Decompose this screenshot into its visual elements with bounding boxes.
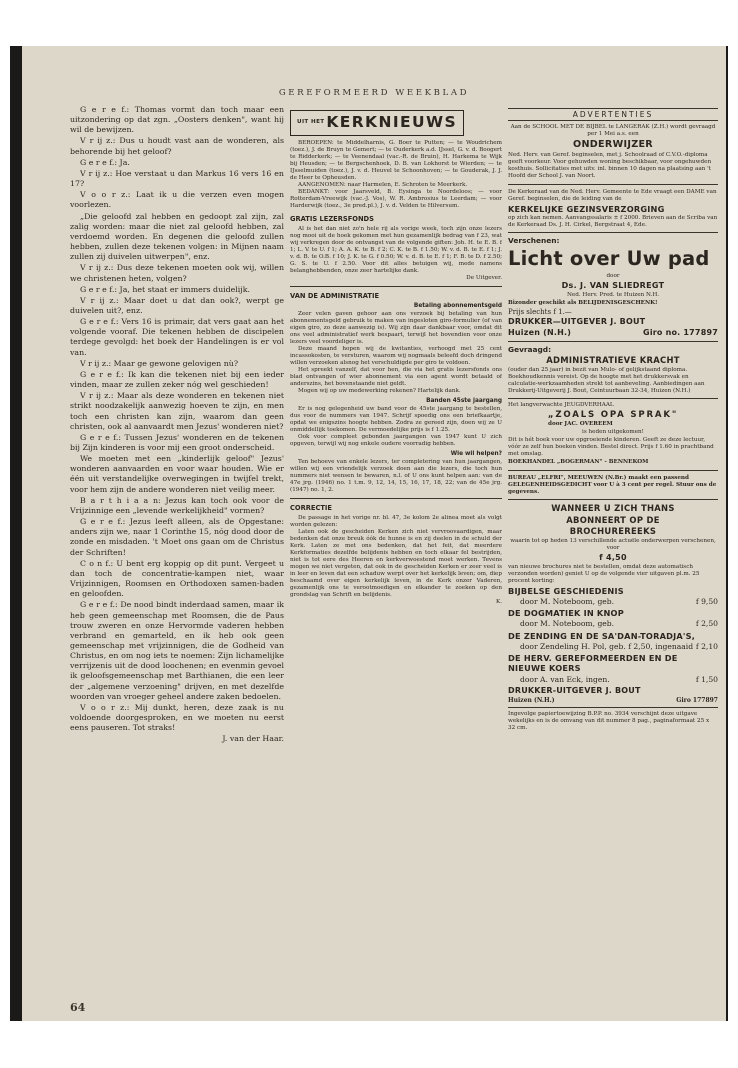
administratie-p2: Deze maand hopen wij de kwitanties, verhoogd met 25 cent incassokosten, te versturen, waarom wij nogmaals beleefd doch dringend willen verzoeken alsnog het verschuldigde per giro te voldoen.	[290, 346, 502, 366]
helpen-subheading: Wie wil helpen?	[450, 451, 502, 458]
page-number: 64	[70, 1001, 86, 1014]
ad5-publisher: BOEKHANDEL „BOGERMAN" - BENNEKOM	[508, 459, 649, 466]
middle-column	[290, 110, 502, 1000]
speaker-label: G e r e f.:	[80, 517, 126, 527]
book-price: f 2,50	[695, 619, 718, 629]
book-author: door M. Noteboom, geb.	[520, 596, 615, 606]
right-column	[508, 108, 718, 998]
dialogue-paragraph	[70, 454, 284, 495]
speaker-label: V r ij z.:	[80, 168, 113, 178]
ad5-title: „ZOALS OPA SPRAK"	[547, 409, 679, 420]
ad2-text: op zich kan nemen. Aanvangssalaris ± f 2000. Brieven aan de Scriba van de Kerkeraad Ds. J. H. Cirkel, Bergstraat 4, Ede.	[508, 215, 718, 229]
banden-subheading: Banden 45ste jaargang	[426, 398, 502, 404]
ad7-heading-1: WANNEER U ZICH THANS	[551, 503, 675, 514]
paragraph-text: Vers 16 is primair, dat vers gaat aan het volgende vooraf. Die tekenen hebben de discipelen terdege gevolgd: het boek der Handelingen is er vol van.	[70, 317, 284, 357]
dialogue-paragraph	[70, 433, 284, 453]
paragraph-text: Jezus leeft alleen, als de Opgestane: anders zijn we, naar 1 Corinthe 15, nóg dood door de zonde en misdaden. 't Moet ons gaan om de Christus der Schriften!	[70, 517, 284, 557]
paragraph-text: Dus deze tekenen moeten ook wij, willen we christenen heten, volgen?	[70, 263, 284, 283]
book-detail-row	[520, 619, 718, 628]
left-signature: J. van der Haar.	[222, 734, 284, 744]
speaker-label: V r ij z.:	[80, 295, 119, 305]
administratie-p7: Ten behoeve van enkele lezers, ter completering van hun jaargangen, willen wij een vriendelijk verzoek doen aan die lezers, die toch hun nummers niet wensen te bewaren, n.l. of U ons kunt helpen aan: van de 47e jrg. (1946) no. 1 t.m. 9, 12, 14, 15, 16, 17, 18, 22; van de 45e jrg. (1947) no. 1, 2.	[290, 459, 502, 494]
book-title: DE HERV. GEREFORMEERDEN EN DE NIEUWE KOERS	[508, 653, 678, 674]
ad7-text: van nieuwe brochures niet te bestellen, omdat deze automatisch verzonden worden) geniet U op de volgende vier uitgaven pl.m. 25 procent korting:	[508, 563, 700, 584]
book-detail-row	[520, 642, 718, 651]
speaker-label: G e r e f.:	[80, 432, 122, 442]
paragraph-text: Thomas vormt dan toch maar een uitzondering op dat zgn. „Oosters denken", want hij wil de bewijzen.	[70, 105, 284, 135]
ad2-heading: KERKELIJKE GEZINSVERZORGING	[508, 204, 665, 215]
paragraph-text: U bent erg koppig op dit punt. Vergeet u dan toch de concentratie-kampen niet, waar Vrijzinnigen, Roomsen en Orthodoxen samen-baden en geloofden.	[70, 558, 284, 599]
ad7-place: Huizen (N.H.)	[508, 696, 555, 704]
ad3-price: Prijs slechts f 1.—	[508, 307, 572, 316]
paragraph-text: Laat ik u die verzen even mogen voorlezen.	[70, 190, 284, 210]
book-author: door Zendeling H. Pol, geb. f 2,50, ingenaaid	[520, 641, 694, 651]
ad7-heading-2: ABONNEERT OP DE	[566, 514, 660, 525]
kerknieuws-heading	[290, 110, 464, 136]
dialogue-paragraph	[70, 285, 284, 295]
paragraph-text: Maar als deze wonderen en tekenen niet strikt noodzakelijk aanwezig hoeven te zijn, en men toch een christen kan zijn, waarom dan geen christen, ook al aanvaardt men Jezus' wonderen niet?	[70, 391, 284, 431]
speaker-label: V o o r z.:	[80, 702, 130, 712]
ad7-address-row	[508, 697, 718, 704]
dialogue-paragraph	[70, 169, 284, 189]
divider	[508, 499, 718, 500]
ad5-intro: Het langverwachte JEUGDVERHAAL	[508, 401, 614, 408]
ad7-publisher: DRUKKER-UITGEVER J. BOUT	[508, 686, 641, 695]
paragraph-text: Jezus kan toch ook voor de Vrijzinnige een „levende werkelijkheid" vormen?	[70, 495, 284, 515]
ad5-author: door JAC. OVEREEM	[548, 421, 613, 428]
divider	[290, 498, 502, 499]
aangenomen-label: AANGENOMEN:	[298, 182, 346, 189]
divider	[508, 184, 718, 185]
ad3-note: Bizonder geschikt als BELIJDENISGESCHENK!	[508, 299, 658, 306]
paragraph-text: Dus u houdt vast aan de wonderen, als behorende bij het geloof?	[70, 136, 284, 156]
paragraph-text: Ja.	[119, 157, 130, 167]
dialogue	[70, 105, 284, 733]
dialogue-paragraph	[70, 317, 284, 358]
speaker-label: C o n f.:	[80, 558, 114, 568]
ad3-publisher: DRUKKER—UITGEVER J. BOUT	[508, 317, 646, 327]
beroepen-paragraph	[290, 140, 502, 182]
speaker-label: G e r e f.:	[80, 157, 118, 167]
ad3-place: Huizen (N.H.)	[508, 328, 572, 338]
speaker-label: B a r t h i a a n:	[80, 495, 161, 505]
paragraph-text: „Die geloofd zal hebben en gedoopt zal zijn, zal zalig worden: maar die niet zal geloofd hebben, zal verdoemd worden. En degenen die geloofd zullen hebben, zullen deze tekenen volgen: in Mijnen naam zullen zij duivelen uitwerpen", enz.	[70, 211, 284, 262]
book-detail-row	[520, 675, 718, 684]
advertenties-heading: ADVERTENTIES	[508, 108, 718, 121]
ad7-heading-3: BROCHUREREEKS	[569, 526, 657, 537]
speaker-label: G e r e f.:	[80, 600, 118, 610]
dialogue-paragraph	[70, 296, 284, 316]
book-title: BIJBELSE GESCHIEDENIS	[508, 585, 624, 596]
book-list	[508, 586, 718, 684]
ad5-status: is heden uitgekomen!	[582, 429, 644, 436]
administratie-p5: Er is nog gelegenheid uw band voor de 45ste jaargang te bestellen, dus voor de nummers van 1947. Schrijf spoedig ons een briefkaartje, opdat we enigszins hoogte hebben. Zodra ze gereed zijn, doen wij ze U onmiddellijk toekomen. De vermoedelijke prijs is f 1.25.	[290, 406, 502, 434]
left-column	[70, 105, 284, 995]
speaker-label: G e r e f.:	[80, 105, 130, 114]
ad4-text: (ouder dan 25 jaar) in bezit van Mulo- of gelijkstaand diploma. Boekhoudkennis vereist. Op de hoogte met het drukkersvak en calculatie-werkzaamheden strekt tot aanbeveling. Aanbiedingen aan Drukkerij-Uitgeverij J. Bout, Ceintuurbaan 32-34, Huizen (N.H.)	[508, 366, 705, 394]
dialogue-paragraph	[70, 370, 284, 390]
dialogue-paragraph	[70, 517, 284, 558]
ad7-price: f 4,50	[599, 552, 627, 562]
book-detail-row	[520, 597, 718, 606]
paragraph-text: Maar doet u dat dan ook?, werpt ge duivelen uit?, enz.	[70, 295, 284, 315]
ad7-giro: Giro 177897	[676, 696, 718, 704]
dialogue-paragraph	[70, 263, 284, 283]
paragraph-text: We moeten met een „kinderlijk geloof" Jezus' wonderen aanvaarden en voor waar houden. Wie er één uit verstandelijke overwegingen in twijfel trekt, voor hem zijn de andere wonderen niet veilig meer.	[70, 454, 284, 494]
paragraph-text: Ja, het staat er immers duidelijk.	[119, 284, 250, 294]
ad2-intro: De Kerkeraad van de Ned. Herv. Gemeente te Ede vraagt een DAME van Geref. beginselen, die de leiding van de	[508, 189, 717, 203]
ad3-author-sub: Ned. Herv. Pred. te Huizen N.H.	[566, 291, 660, 298]
paragraph-text: Mij dunkt, heren, deze zaak is nu voldoende doorgesproken, en we moeten nu eerst eens pauseren. Tot straks!	[70, 702, 284, 733]
paragraph-text: Tussen Jezus' wonderen en de tekenen bij Zijn kinderen is voor mij een groot onderscheid.	[70, 432, 284, 452]
dialogue-paragraph	[70, 136, 284, 156]
speaker-label: V r ij z.:	[80, 136, 116, 146]
speaker-label: G e r e f.:	[80, 317, 119, 327]
administratie-p4: Mogen wij op uw medewerking rekenen? Hartelijk dank.	[298, 388, 461, 394]
lezersfonds-text: Al is het dan niet zo'n hele rij als vorige week, toch zijn onze lezers nog mooi uit de hoek gekomen met hun gezamenlijk bedrag van f 23, wat wij verkregen door de ontvangst van de volgende giften: Joh. H. te E. B. f 1; L. V. te U. f 1; A. A. K. te B. f 2; C. K. te B. f 1.50; W. v. d. B. te E. f 1; J. v. d. B. te O.B. f 10; J. K. te G. f 0.50; W. v. d. B. te E. f 1; F. B. te D. f 2.50; G. S. te U. f 2.50. Voor dit alles betuigen wij, mede namens belanghebbenden, onze zeer hartelijke dank.	[290, 225, 502, 274]
dialogue-paragraph	[70, 190, 284, 210]
correctie-p1: De passage in het vorige nr. bl. 47, 3e kolom 2e alinea moet als volgt worden gelezen:	[290, 514, 502, 528]
aangenomen-text: naar Harmelen, E. Schroten te Meerkerk.	[347, 182, 468, 189]
lezersfonds-signature: De Uitgever.	[466, 274, 502, 281]
book-title: DE ZENDING EN DE SA'DAN-TORADJA'S,	[508, 630, 696, 641]
dialogue-paragraph	[70, 158, 284, 168]
divider	[508, 341, 718, 342]
kerknieuws-prefix: UIT HET	[297, 119, 325, 126]
paragraph-text: Ik kan die tekenen niet bij een ieder vinden, maar ze zullen zeker nóg wel geschieden!	[70, 369, 284, 390]
speaker-label: V r ij z.:	[80, 358, 112, 368]
ad3-label: Verschenen:	[508, 236, 560, 246]
bedankt-text: voor Jaarsveld, B. Eysinga te Noordeloos; — voor Rotterdam-Vreewijk (vac.-J. Vos), W. R. Ambrosius te Leerdam; — voor Harderwijk (toez., 3e pred.pl.), J. v. d. Velden te Hilversum.	[290, 189, 502, 210]
book-title: DE DOGMATIEK IN KNOP	[508, 608, 624, 619]
speaker-label: G e r e f.:	[80, 284, 118, 294]
ad1-text: Ned. Herv. van Geref. beginselen, met j. Schoolraad of C.V.O.-diploma geeft voorkeur. Voor gehuwden woning beschikbaar, voor ongehuwden kosthuis. Sollicitaties met uitv. inl. binnen 10 dagen na plaatsing aan 't Hoofd der School J. van Noort.	[508, 152, 712, 180]
lezersfonds-heading: GRATIS LEZERSFONDS	[290, 215, 374, 224]
administratie-heading: VAN DE ADMINISTRATIE	[290, 291, 380, 300]
speaker-label: G e r e f.:	[80, 369, 124, 379]
ad3-giro: Giro no. 177897	[643, 328, 718, 338]
speaker-label: V r ij z.:	[80, 391, 114, 401]
paragraph-text: Maar ge gewone gelovigen nù?	[113, 358, 239, 368]
book-author: door A. van Eck, ingen.	[520, 674, 610, 684]
bedankt-paragraph	[290, 189, 502, 210]
beroepen-text: te Middelharnis, G. Boer te Putten; — te Woudrichem (toez.), J. de Bruyn te Gemert; — te Ouderkerk a.d. IJssel, G. v. d. Boogert te Ridderkerk; — te Veenendaal (vac.-R. de Bruin), H. Harkema te Wijk bij Heusden; — te Bergschenhoek, D. B. van Lokhorst te Wierden; — te IJsselmuiden (toez.), J. v. d. Heuvel te Schoonhoven; — te Gouderak, J. J. de Heer te Opheusden.	[290, 140, 502, 182]
speaker-label: V r ij z.:	[80, 263, 114, 273]
book-price: f 2,10	[695, 641, 718, 651]
divider	[508, 232, 718, 233]
ad4-heading: ADMINISTRATIEVE KRACHT	[546, 355, 680, 366]
administratie-p6: Ook voor compleet gebonden jaargangen van 1947 kunt U zich opgeven, terwijl wij nog enkele oudere voorradig hebben.	[290, 434, 502, 448]
bedankt-label: BEDANKT:	[298, 189, 330, 196]
dialogue-paragraph	[70, 600, 284, 702]
dialogue-paragraph	[70, 359, 284, 369]
dialogue-paragraph	[70, 105, 284, 135]
dialogue-paragraph	[70, 212, 284, 263]
administratie-p3: Het spreekt vanzelf, dat voor hen, die via het gratis lezersfonds ons blad ontvangen of wier abonnement via een agent wordt betaald of anderszins, het bovenstaande niet geldt.	[290, 367, 502, 387]
beroepen-label: BEROEPEN:	[298, 140, 334, 147]
correctie-p2: Laten ook de gescheiden Kerken zich niet vervroovaardigen, maar bedenken dat onze breuk óók de hunne is en zij deelen in de schuld der Kerk. Laten ze met ons bedenken, dat het feit, dat meerdere Kerkformaties dezelfde belijdenis hebben en toch elkaar fel bestrijden, niet is tot eere des Heeren en kerkverwoestend moet werken. Tevens mogen we niet vergeten, dat ook in de gescheiden Kerken er zeer veel is in leer en leven dat een schaduw werpt over het kerkelijk leven; om, diep beschaamd over eigen kerkelijk leven, in de Kerk onzer Vaderen, gezamenlijk ons te verootmoedigen en elkander te zoeken op den grondslag van Schrift en belijdenis.	[290, 528, 502, 598]
ad3-address-row	[508, 328, 718, 338]
dialogue-paragraph	[70, 559, 284, 600]
aangenomen-paragraph	[290, 182, 502, 189]
footnote: Ingevolge papiertoewijzing B.P.P. no. 3934 verschijnt deze uitgave wekelijks en is de omvang van dit nummer 8 pag., paginaformaat 25 x 32 cm.	[508, 711, 710, 732]
ad1-heading: ONDERWIJZER	[572, 139, 653, 151]
ad3-title: Licht over Uw pad	[508, 246, 710, 270]
ad4-label: Gevraagd:	[508, 345, 552, 355]
dialogue-paragraph	[70, 703, 284, 733]
page-header: GEREFORMEERD WEEKBLAD	[278, 88, 470, 98]
ad3-author: Ds. J. VAN SLIEDREGT	[561, 280, 665, 290]
dialogue-paragraph	[70, 496, 284, 516]
kerknieuws-title: KERKNIEUWS	[326, 113, 458, 131]
paragraph-text: De nood bindt inderdaad samen, maar ik heb geen gemeenschap met Roomsen, die de Paus trouw zweren en onze Hervormde vaderen hebben verbrand en gemarteld, en ik heb ook geen gemeenschap met vrijzinnigen, die de Godheid van Christus, en om nog iets te noemen: Zijn lichamelijke verrijzenis uit de dood loochenen; en evenmin gevoel ik geloofsgemeenschap met Barthianen, die een leer der „algemene verzoening" drijven, en met dezelfde woorden van vroeger geheel andere zaken bedoelen.	[70, 600, 284, 701]
ad3-door: door	[606, 272, 620, 279]
book-price: f 1,50	[695, 674, 718, 684]
administratie-p1: Zeer velen gaven gehoor aan ons verzoek bij betaling van hun abonnementsgeld gebruik te maken van ingesloten giro-formulier (of van eigen giro, zo deze aanwezig is). Wij zijn daar dankbaar voor, omdat dit ons veel administratief werk bespaart, terwijl het bovendien voor onze lezers veel voordeliger is.	[290, 311, 502, 345]
ad5-text: Dit is hét boek voor uw opgroeiende kinderen. Geeft ze deze lectuur, vóór ze zelf hun boeken vinden. Bestel direct. Prijs f 1.60 in prachtband met omslag.	[508, 437, 714, 458]
speaker-label: V o o r z.:	[80, 190, 131, 200]
divider	[508, 398, 718, 399]
divider	[508, 707, 718, 708]
paragraph-text: Hoe verstaat u dan Markus 16 vers 16 en 17?	[70, 168, 284, 189]
dialogue-paragraph	[70, 391, 284, 432]
ad7-intro: waarin tot op heden 13 verschillende actuële onderwerpen verschenen, voor	[510, 537, 716, 551]
betaling-subheading: Betaling abonnementsgeld	[413, 302, 502, 309]
correctie-signature: K.	[495, 598, 502, 605]
divider	[508, 470, 718, 471]
ad1-intro: Aan de SCHOOL MET DE BIJBEL te LANGERAK (Z.H.) wordt gevraagd per 1 Mei a.s. een	[510, 124, 716, 138]
book-author: door M. Noteboom, geb.	[520, 619, 615, 629]
ad6-text: BUREAU „ELFRI", MEEUWEN (N.Br.) maakt een passend GELEGENHEIDSGEDICHT voor U à 3 cent per regel. Stuur ons de gegevens.	[508, 475, 717, 496]
divider	[290, 286, 502, 287]
correctie-heading: CORRECTIE	[290, 504, 332, 513]
book-price: f 9,50	[695, 596, 718, 606]
